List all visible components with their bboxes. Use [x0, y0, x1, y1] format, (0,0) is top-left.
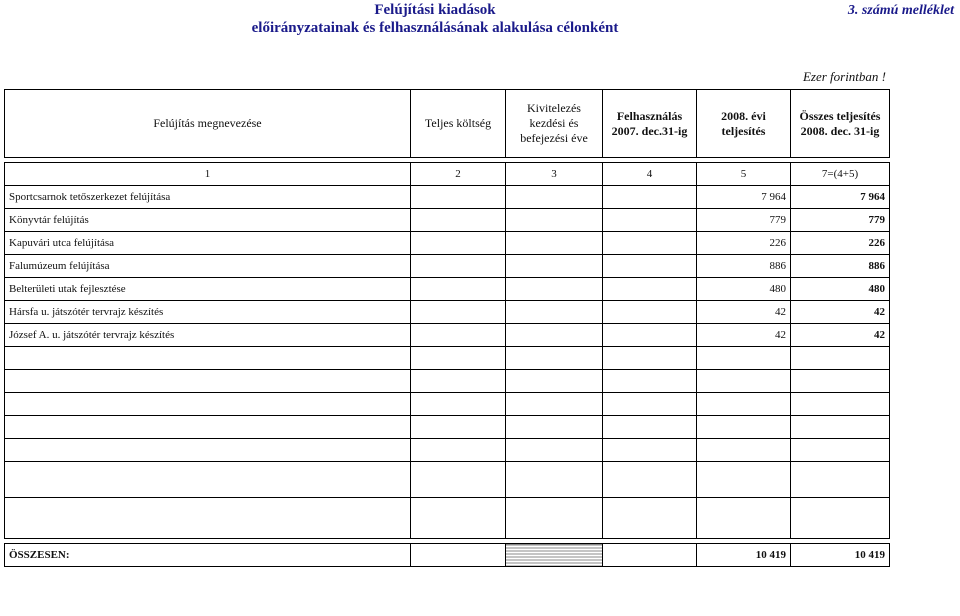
- col-header-2008: 2008. évi teljesítés: [697, 90, 791, 158]
- col-header-used-2007: Felhasználás 2007. dec.31-ig: [603, 90, 697, 158]
- row-name: Könyvtár felújítás: [5, 209, 411, 232]
- row-total: 42: [791, 324, 890, 347]
- col-number: 2: [411, 163, 506, 186]
- row-2008: 886: [697, 255, 791, 278]
- empty-row: [5, 347, 890, 370]
- total-all: 10 419: [791, 544, 890, 567]
- table-row: [5, 324, 890, 347]
- row-name: Belterületi utak fejlesztése: [5, 278, 411, 301]
- total-row: [5, 544, 890, 567]
- empty-row: [5, 439, 890, 462]
- annex-label: 3. számú melléklet: [847, 3, 954, 18]
- hatched-cell: [506, 544, 603, 567]
- table-row: [5, 255, 890, 278]
- col-number: 1: [5, 163, 411, 186]
- row-name: József A. u. játszótér tervrajz készítés: [5, 324, 411, 347]
- row-2008: 226: [697, 232, 791, 255]
- empty-row: [5, 370, 890, 393]
- header-row: [5, 90, 890, 158]
- renovation-table: [4, 89, 890, 567]
- col-number: 4: [603, 163, 697, 186]
- col-header-years: Kivitelezés kezdési és befejezési éve: [506, 90, 603, 158]
- row-total: 226: [791, 232, 890, 255]
- col-header-total-2008: Összes teljesítés 2008. dec. 31-ig: [791, 90, 890, 158]
- row-total: 779: [791, 209, 890, 232]
- row-name: Falumúzeum felújítása: [5, 255, 411, 278]
- total-2008: 10 419: [697, 544, 791, 567]
- column-number-row: [5, 163, 890, 186]
- row-name: Kapuvári utca felújítása: [5, 232, 411, 255]
- row-total: 42: [791, 301, 890, 324]
- col-header-name: Felújítás megnevezése: [5, 90, 411, 158]
- row-2008: 42: [697, 324, 791, 347]
- table-row: [5, 209, 890, 232]
- table-row: [5, 278, 890, 301]
- empty-row: [5, 416, 890, 439]
- empty-row: [5, 462, 890, 498]
- empty-row: [5, 498, 890, 539]
- row-name: Hársfa u. játszótér tervrajz készítés: [5, 301, 411, 324]
- row-total: 886: [791, 255, 890, 278]
- document-subtitle: előirányzatainak és felhasználásának alakulása célonként: [251, 20, 619, 36]
- table-row: [5, 301, 890, 324]
- row-2008: 779: [697, 209, 791, 232]
- row-total: 480: [791, 278, 890, 301]
- col-number: 3: [506, 163, 603, 186]
- table-row: [5, 186, 890, 209]
- col-number: 5: [697, 163, 791, 186]
- col-header-total-cost: Teljes költség: [411, 90, 506, 158]
- total-label: ÖSSZESEN:: [5, 544, 411, 567]
- row-2008: 42: [697, 301, 791, 324]
- table-row: [5, 232, 890, 255]
- row-total: 7 964: [791, 186, 890, 209]
- row-2008: 7 964: [697, 186, 791, 209]
- empty-row: [5, 393, 890, 416]
- document-title: Felújítási kiadások: [374, 2, 496, 18]
- unit-note: Ezer forintban !: [802, 69, 886, 84]
- row-2008: 480: [697, 278, 791, 301]
- col-number: 7=(4+5): [791, 163, 890, 186]
- row-name: Sportcsarnok tetőszerkezet felújítása: [5, 186, 411, 209]
